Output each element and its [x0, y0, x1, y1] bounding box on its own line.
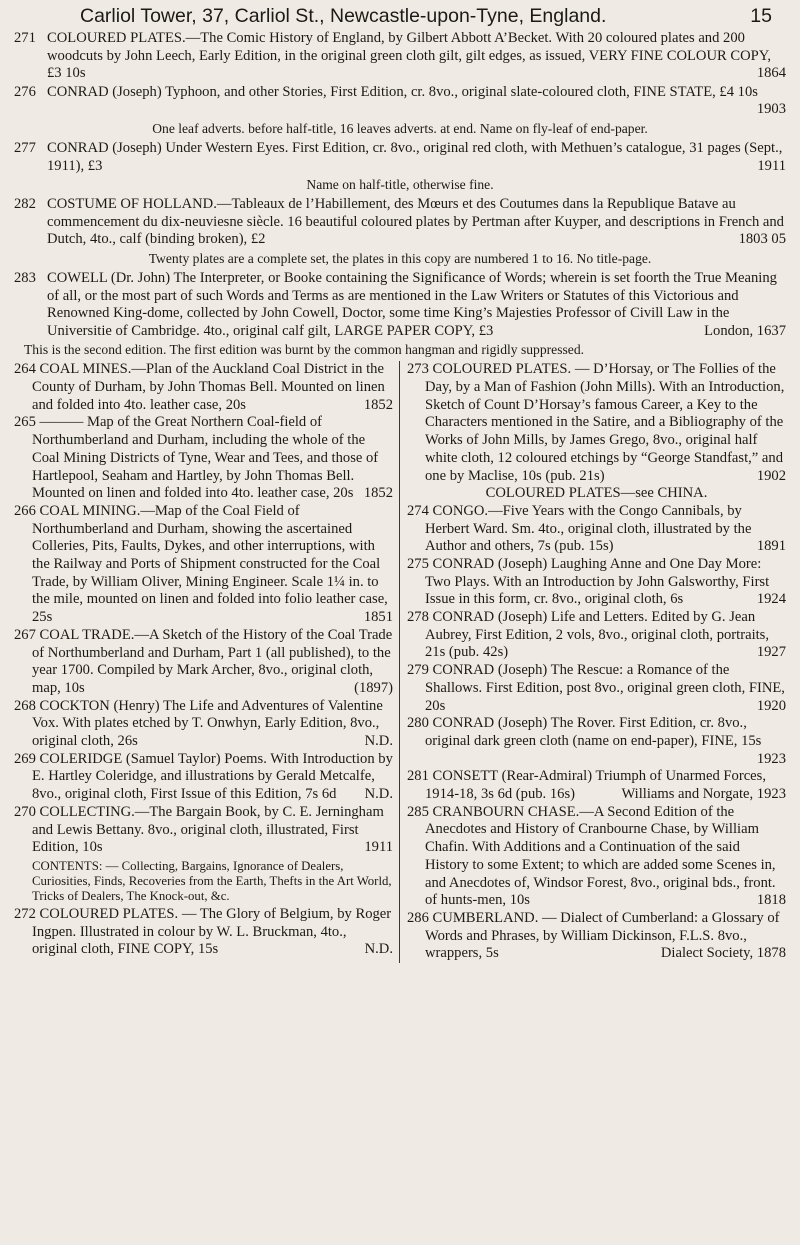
catalogue-entry [407, 609, 786, 662]
entry-number: 269 [14, 750, 36, 767]
page-number: 15 [750, 5, 772, 27]
entry-text: COCKTON (Henry) The Life and Adventures of Valentine Vox. With plates etched by T. Onwhyn, Early Edition, 8vo., original cloth, 26s [32, 697, 383, 750]
entry-contents-note: CONTENTS: — Collecting, Bargains, Ignorance of Dealers, Curiosities, Finds, Recoveries from the Earth, Thefts in the Art World, Tricks of Dealers, The Knock-out, &c. [32, 859, 392, 903]
entry-date: 1902 [756, 467, 786, 484]
entry-text: COLLECTING.—The Bargain Book, by C. E. Jerningham and Lewis Bettany. 8vo., original cloth, illustrated, First Edition, 10s [32, 803, 384, 856]
entry-date: 1803 05 [738, 231, 786, 248]
entry-text: COLERIDGE (Samuel Taylor) Poems. With Introduction by E. Hartley Coleridge, and illustrations by Gerald Metcalfe, 8vo., original cloth, First Issue of this Edition, 7s 6d [32, 750, 393, 803]
full-width-entries [14, 30, 786, 358]
entry-number: 274 [407, 502, 429, 519]
entry-date: 1852 [363, 485, 393, 502]
entry-number: 278 [407, 609, 429, 626]
entry-text: COLOURED PLATES.—The Comic History of England, by Gilbert Abbott A’Becket. With 20 coloured plates and 200 woodcuts by John Leech, Early Edition, in the original green cloth gilt, gilt edges, as issued, VERY FINE COLOUR COPY, £3 10s [47, 30, 772, 82]
catalogue-entry [407, 768, 786, 803]
entry-text: COAL MINES.—Plan of the Auckland Coal District in the County of Durham, by John Thomas Bell. Mounted on linen and folded into 4to. leather case, 20s [32, 361, 385, 413]
entry-number: 265 [14, 414, 36, 431]
entry-number: 282 [14, 196, 36, 213]
catalogue-entry [14, 30, 786, 83]
entry-number: 271 [14, 30, 36, 46]
catalogue-entry [407, 662, 786, 715]
entry-number: 283 [14, 269, 36, 286]
entry-number: 270 [14, 803, 36, 820]
catalogue-entry [14, 906, 393, 959]
catalogue-entry [407, 503, 786, 556]
entry-text: CUMBERLAND. — Dialect of Cumberland: a Glossary of Words and Phrases, by William Dickinson, F.L.S. 8vo., wrappers, 5s [425, 910, 780, 962]
entry-text: CONRAD (Joseph) The Rover. First Edition, cr. 8vo., original dark green cloth (name on end-paper), FINE, 15s [425, 715, 762, 749]
entry-text: ——— Map of the Great Northern Coal-field of Northumberland and Durham, including the whole of the Coal Mining Districts of Tyne, Wear and Tees, and those of Hartlepool, Seaham and Hartley, by John Thomas Bell. Mounted on linen and folded into 4to. leather case, 20s [32, 414, 379, 502]
entry-date: (1897) [354, 679, 393, 696]
entry-number: 264 [14, 361, 36, 378]
entry-date: 1891 [756, 538, 786, 555]
catalogue-entry [407, 556, 786, 609]
two-column-listing [14, 361, 786, 963]
catalogue-entry [14, 698, 393, 751]
see-also-note: COLOURED PLATES—see CHINA. [485, 485, 708, 502]
entry-date: N.D. [364, 941, 393, 958]
entry-date: 1851 [363, 609, 393, 626]
entry-note: One leaf adverts. before half-title, 16 leaves adverts. at end. Name on fly-leaf of end-paper. [152, 120, 648, 136]
entry-note: Name on half-title, otherwise fine. [306, 177, 494, 193]
entry-note: Twenty plates are a complete set, the plates in this copy are numbered 1 to 16. No title-page. [148, 250, 652, 266]
catalogue-entry [407, 910, 786, 963]
entry-date: N.D. [364, 733, 393, 750]
entry-number: 266 [14, 502, 36, 519]
entry-text: CONRAD (Joseph) Under Western Eyes. First Edition, cr. 8vo., original red cloth, with Methuen’s catalogue, 31 pages (Sept., 1911), £3 [47, 139, 783, 174]
catalogue-entry [407, 804, 786, 910]
right-column [400, 361, 786, 963]
catalogue-entry [14, 627, 393, 698]
catalogue-entry [14, 751, 393, 804]
page-header [80, 4, 786, 28]
entry-number: 273 [407, 361, 429, 378]
catalogue-entry [14, 140, 786, 175]
catalogue-entry [14, 361, 393, 414]
entry-text: CONRAD (Joseph) The Rescue: a Romance of the Shallows. First Edition, post 8vo., original green cloth, FINE, 20s [425, 662, 785, 714]
entry-date: 1927 [756, 644, 786, 661]
entry-text: CONRAD (Joseph) Laughing Anne and One Day More: Two Plays. With an Introduction by John Galsworthy, First Issue in this form, cr. 8vo., original cloth, 6s [425, 555, 770, 608]
entry-text: COSTUME OF HOLLAND.—Tableaux de l’Habillement, des Mœurs et des Coutumes dans la Republique Batave au commencement du dix-neuviesne siècle. 16 beautiful coloured plates by Pertman after Kuyper, and descriptions in French and Dutch, 4to., calf (binding broken), £2 [47, 196, 784, 248]
entry-text: CRANBOURN CHASE.—A Second Edition of the Anecdotes and History of Cranbourne Chase, by William Chafin. With Additions and a Continuation of the said History to some Extent; to which are added some Scenes in, and Anecdotes of, Windsor Forest, 8vo., original bds., front. of hunts-men, 10s [425, 803, 776, 909]
entry-date: 1903 [756, 101, 786, 118]
entry-text: COAL MINING.—Map of the Coal Field of Northumberland and Durham, showing the ascertained Colleries, Pits, Faults, Dykes, and other interruptions, with the Railway and Ports of Shipment constructed for the Coal Trade, by William Oliver, Mining Engineer. Scale 1¼ in. to the mile, mounted on linen and folded into folio leather case, 25s [32, 502, 388, 626]
entry-date: London, 1637 [704, 322, 786, 339]
entry-text: CONRAD (Joseph) Typhoon, and other Stories, First Edition, cr. 8vo., original slate-coloured cloth, FINE STATE, £4 10s [47, 83, 758, 100]
entry-number: 286 [407, 910, 429, 926]
entry-text: CONGO.—Five Years with the Congo Cannibals, by Herbert Ward. Sm. 4to., original cloth, illustrated by the Author and others, 7s (pub. 15s) [425, 502, 752, 555]
entry-number: 280 [407, 715, 429, 732]
catalogue-entry [14, 196, 786, 249]
entry-text: COAL TRADE.—A Sketch of the History of the Coal Trade of Northumberland and Durham, Part 1 (all published), to the year 1700. Compiled by Mark Archer, 8vo., original cloth, map, 10s [32, 626, 393, 696]
catalogue-entry [14, 414, 393, 503]
catalogue-entry [14, 84, 786, 119]
entry-date: 1818 [756, 892, 786, 909]
entry-date: 1924 [756, 591, 786, 608]
entry-date: 1923 [756, 750, 786, 767]
entry-text: CONRAD (Joseph) Life and Letters. Edited by G. Jean Aubrey, First Edition, 2 vols, 8vo., original cloth, portraits, 21s (pub. 42s) [425, 609, 770, 661]
entry-text: CONSETT (Rear-Admiral) Triumph of Unarmed Forces, 1914-18, 3s 6d (pub. 16s) [425, 768, 766, 803]
entry-text: COLOURED PLATES. — D’Horsay, or The Follies of the Day, by a Man of Fashion (John Mills). With an Introduction, Sketch of Count D’Horsay’s famous Career, a Key to the Characters mentioned in the Satire, and a Bibliography of the Works of John Mills, by James Grego, 8vo., original half white cloth, 12 coloured etchings by “George Standfast,” and one by Maclise, 10s (pub. 21s) [425, 361, 785, 484]
entry-text: COLOURED PLATES. — The Glory of Belgium, by Roger Ingpen. Illustrated in colour by W. L. Bruckman, 4to., original cloth, FINE COPY, 15s [32, 906, 392, 958]
entry-number: 275 [407, 555, 429, 572]
catalogue-entry [14, 804, 393, 857]
entry-number: 279 [407, 662, 429, 679]
entry-date: 1864 [756, 65, 786, 82]
entry-text: COWELL (Dr. John) The Interpreter, or Booke containing the Significance of Words; wherein is set foorth the True Meaning of all, or the most part of such Words and Terms as are mentioned in the Law Writers or Statutes of this Victorious and Renowned King-dome, collected by John Cowell, Doctor, some time King’s Majesties Professor of Civill Law in the Universitie of Cambridge. 4to., original calf gilt, LARGE PAPER COPY, £3 [47, 269, 777, 339]
entry-note: This is the second edition. The first edition was burnt by the common hangman and rigidly suppressed. [24, 342, 585, 358]
catalogue-entry [14, 270, 786, 340]
entry-number: 277 [14, 139, 36, 156]
entry-date: N.D. [364, 786, 393, 803]
entry-number: 267 [14, 626, 36, 643]
entry-date: 1852 [363, 396, 393, 413]
left-column [14, 361, 400, 963]
entry-date: Williams and Norgate, 1923 [621, 786, 786, 803]
entry-date: 1920 [756, 697, 786, 714]
entry-number: 281 [407, 768, 429, 785]
entry-number: 268 [14, 697, 36, 714]
catalogue-entry [14, 503, 393, 627]
catalogue-entry [407, 715, 786, 768]
entry-date: 1911 [364, 839, 393, 856]
entry-number: 285 [407, 803, 429, 820]
header-address: Carliol Tower, 37, Carliol St., Newcastle-upon-Tyne, England. [80, 5, 607, 27]
entry-date: Dialect Society, 1878 [660, 945, 786, 962]
entry-number: 276 [14, 83, 36, 100]
entry-date: 1911 [757, 157, 786, 174]
entry-number: 272 [14, 906, 36, 922]
catalogue-entry [407, 361, 786, 485]
